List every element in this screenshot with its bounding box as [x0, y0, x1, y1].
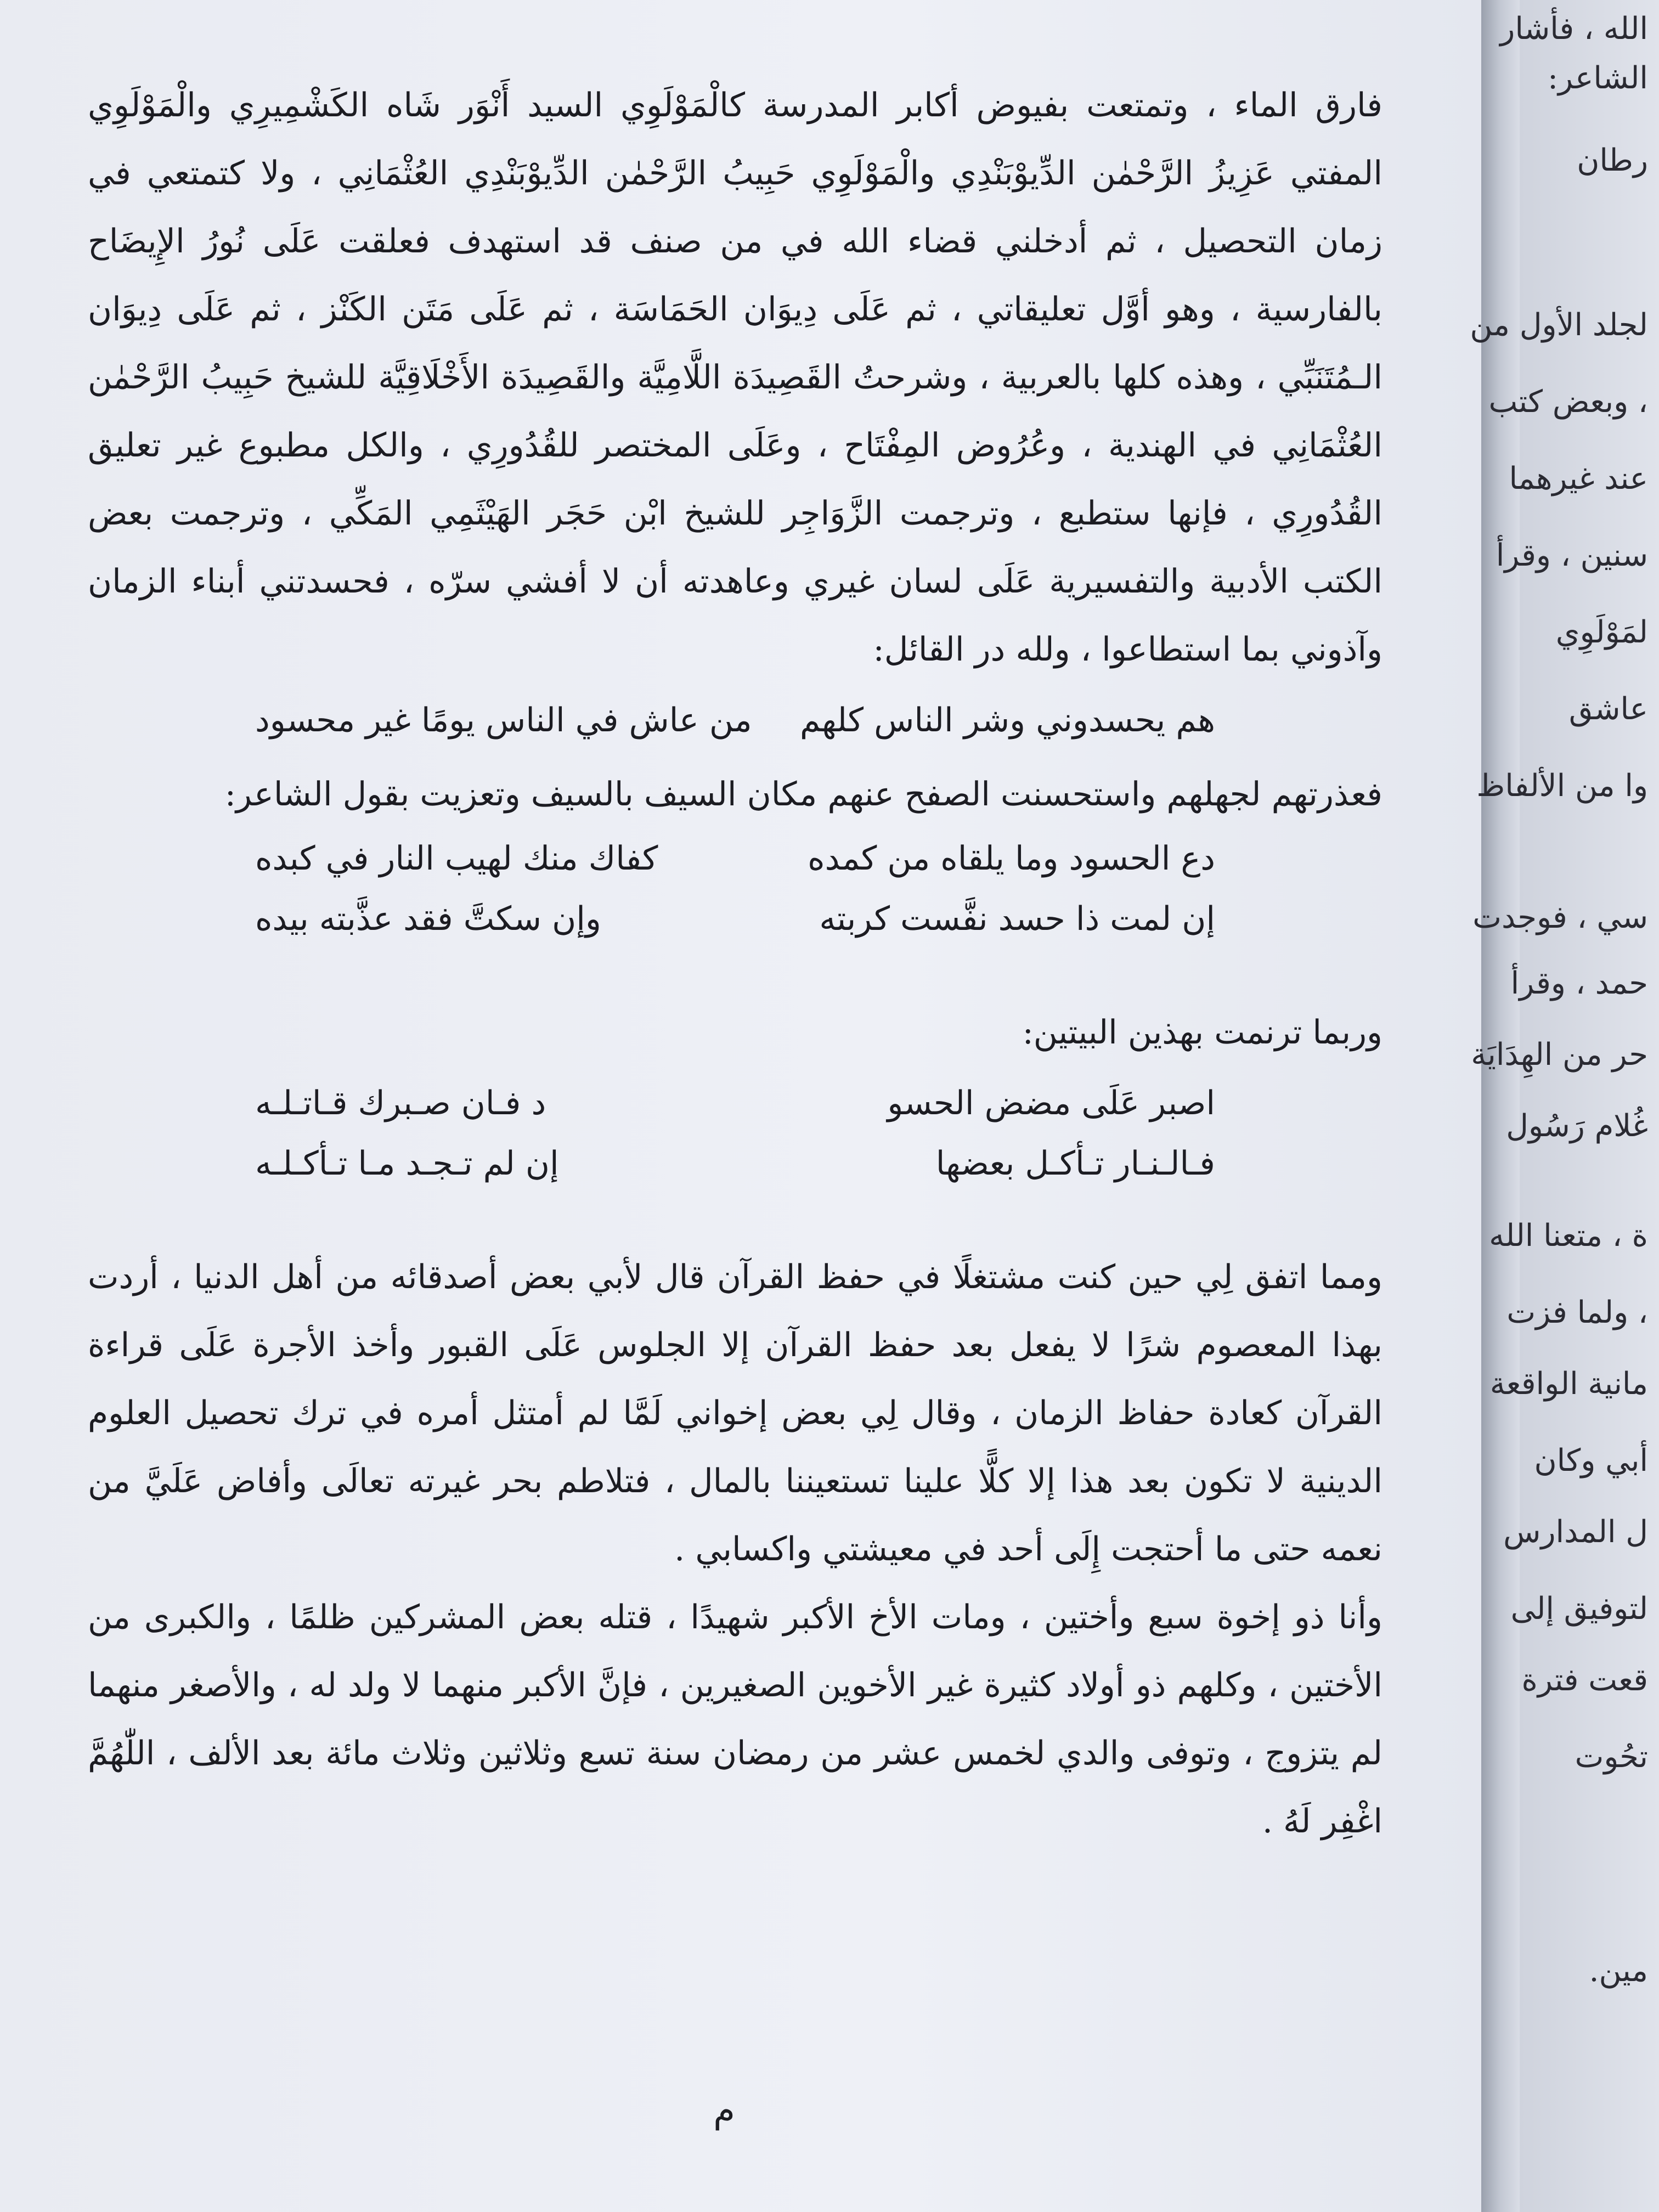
paragraph-5: وأنا ذو إخوة سبع وأختين ، ومات الأخ الأكبر شهيدًا ، قتله بعض المشركين ظلمًا ، والكبرى من الأختين ، وكلهم ذو أولاد كثيرة غير الأخوين الصغيرين ، فإنَّ الأكبر منهما لا ولد له ، والأصغر منهما لم يتزوج ، وتوفى والدي لخمس عشر من رمضان سنة تسع وثلاثين وثلاث مائة بعد الألف ، اللّٰهُمَّ اغْفِر لَهُ .: [88, 1598, 1383, 1841]
facing-line: سنين ، وقرأ: [1496, 538, 1648, 573]
facing-line: سي ، فوجدت: [1472, 900, 1648, 935]
paragraph-1: فارق الماء ، وتمتعت بفيوض أكابر المدرسة كالْمَوْلَوِي السيد أَنْوَر شَاه الكَشْمِيرِي والْمَوْلَوِي المفتي عَزِيزُ الرَّحْمٰن الدِّيوْبَنْدِي والْمَوْلَوِي حَبِيبُ الرَّحْمٰن الدِّيوْبَنْدِي العُثْمَانِي ، ولا كتمتعي في زمان التحصيل ، ثم أدخلني قضاء الله في من صنف قد استهدف فعلقت عَلَى نُورُ الإِيضَاح بالفارسية ، وهو أوَّل تعليقاتي ، ثم عَلَى دِيوَان الحَمَاسَة ، ثم عَلَى مَتَن الكَنْز ، ثم عَلَى دِيوَان الـمُتَنَبِّي ، وهذه كلها بالعربية ، وشرحتُ القَصِيدَة اللَّامِيَّة والقَصِيدَة الأَخْلَاقِيَّة للشيخ حَبِيبُ الرَّحْمٰن العُثْمَانِي في الهندية ، وعُرُوض المِفْتَاح ، وعَلَى المختصر للقُدُورِي ، والكل مطبوع غير تعليق القُدُورِي ، فإنها ستطبع ، وترجمت الزَّوَاجِر للشيخ ابْن حَجَر الهَيْثَمِي المَكِّي ، وترجمت بعض الكتب الأدبية والتفسيرية عَلَى لسان غيري وعاهدته أن لا أفشي سرّه ، فحسدتني أبناء الزمان وآذوني بما استطاعوا ، ولله در القائل:: [88, 86, 1383, 669]
facing-line: ل المدارس: [1503, 1514, 1648, 1550]
verse-1-hemistich-b: من عاش في الناس يومًا غير محسود: [255, 701, 752, 740]
facing-line: حر من الهِدَايَة: [1471, 1037, 1648, 1073]
page-number: م: [713, 2090, 735, 2131]
facing-line: الشاعر:: [1548, 60, 1648, 96]
verse-2-line-2-a: إن لمت ذا حسد نفَّست كربته: [819, 900, 1215, 938]
facing-line: رطان: [1577, 143, 1648, 178]
facing-page: [1470, 0, 1659, 2212]
paragraph-4: ومما اتفق لِي حين كنت مشتغلًا في حفظ القرآن قال لأبي بعض أصدقائه من أهل الدنيا ، أردت بهذا المعصوم شرًا لا يفعل بعد حفظ القرآن إلا الجلوس عَلَى القبور وأخذ الأجرة عَلَى قراءة القرآن كعادة حفاظ الزمان ، وقال لِي بعض إخواني لَمَّا لم أمتثل أمره في ترك تحصيل العلوم الدينية لا تكون بعد هذا إلا كلًّا علينا تستعيننا بالمال ، فتلاطم بحر غيرته تعالَى وأفاض عَلَيَّ من نعمه حتى ما أحتجت إِلَى أحد في معيشتي واكسابي .: [88, 1258, 1383, 1568]
facing-line: وا من الألفاظ: [1476, 768, 1648, 804]
facing-line: الله ، فأشار: [1500, 11, 1648, 47]
facing-line: لجلد الأول من: [1470, 307, 1648, 343]
verse-3-line-2-a: فـالـنـار تـأكـل بعضها: [935, 1144, 1215, 1183]
facing-line: مانية الواقعة: [1489, 1366, 1648, 1402]
page-body: [88, 71, 1383, 1855]
verse-3-line-2: [255, 1133, 1215, 1194]
facing-line: تحُوت: [1575, 1739, 1648, 1775]
facing-line: لمَوْلَوِي: [1555, 614, 1648, 650]
facing-line: عند غيرهما: [1509, 461, 1648, 496]
facing-line: مين.: [1589, 1953, 1648, 1989]
verse-2-line-2: [255, 889, 1215, 949]
paragraph-3: وربما ترنمت بهذين البيتين:: [1022, 1013, 1383, 1052]
facing-line: ، وبعض كتب: [1488, 384, 1648, 420]
facing-line: عاشق: [1568, 691, 1648, 727]
verse-2-line-1-b: كفاك منك لهيب النار في كبده: [255, 839, 658, 878]
facing-line: ة ، متعنا الله: [1489, 1218, 1648, 1254]
verse-3-line-1: [255, 1073, 1215, 1133]
verse-2-line-1: [255, 828, 1215, 889]
facing-line: ، ولما فزت: [1506, 1295, 1648, 1330]
verse-2-line-2-b: وإن سكتَّ فقد عذَّبته بيده: [255, 900, 601, 938]
verse-3-line-2-b: إن لم تـجـد مـا تـأكـلـه: [255, 1144, 559, 1183]
facing-line: غُلام رَسُول: [1506, 1108, 1648, 1144]
paragraph-2: فعذرتهم لجهلهم واستحسنت الصفح عنهم مكان السيف بالسيف وتعزيت بقول الشاعر:: [224, 775, 1383, 814]
facing-line: حمد ، وقرأ: [1510, 966, 1648, 1001]
verse-3-line-1-a: اصبر عَلَى مضض الحسو: [887, 1084, 1215, 1122]
facing-line: قعت فترة: [1521, 1662, 1648, 1698]
verse-3-line-1-b: د فـان صـبرك قـاتـلـه: [255, 1084, 546, 1122]
verse-1: [255, 690, 1215, 751]
verse-2-line-1-a: دع الحسود وما يلقاه من كمده: [808, 839, 1215, 878]
facing-line: أبي وكان: [1534, 1443, 1648, 1479]
facing-line: لتوفيق إلى: [1510, 1591, 1648, 1627]
verse-1-hemistich-a: هم يحسدوني وشر الناس كلهم: [800, 701, 1215, 740]
